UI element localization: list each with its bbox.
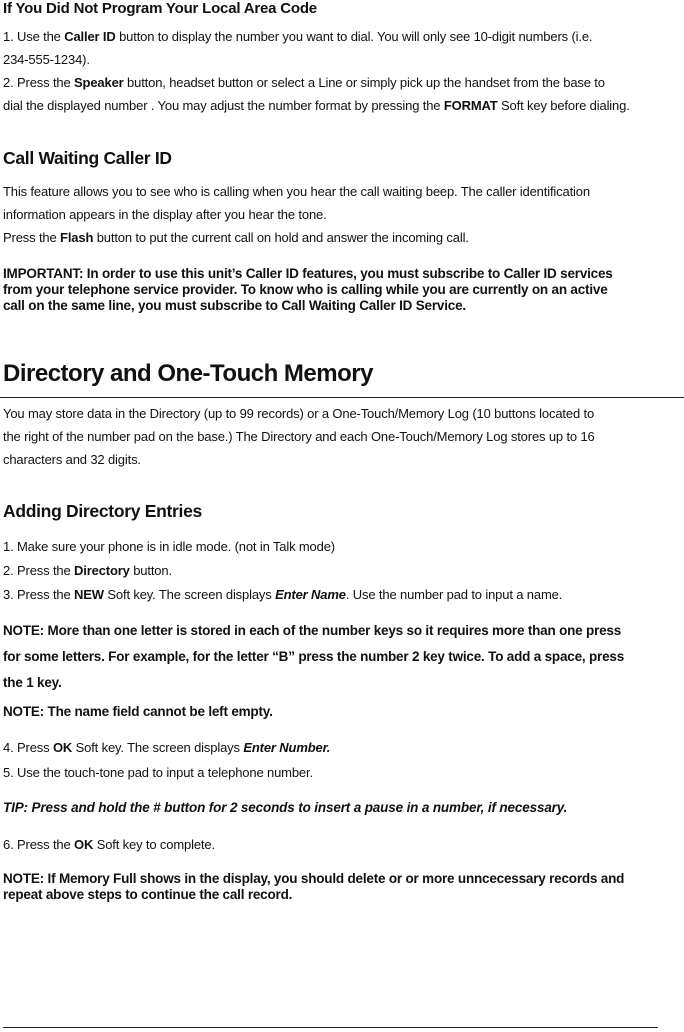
caller-id-label: Caller ID: [64, 29, 116, 44]
ok-label-2: OK: [74, 837, 94, 852]
dir-step-4-text: 4. Press: [3, 740, 53, 755]
call-waiting-line-3-text: Press the: [3, 230, 61, 245]
dir-step-4-text-mid: Soft key. The screen displays: [72, 740, 244, 755]
important-line-1: IMPORTANT: In order to use this unit’s Caller ID features, you must subscribe to Caller ID services: [3, 266, 613, 281]
dir-step-6-block: [3, 833, 682, 856]
call-waiting-line-2: information appears in the display after you hear the tone.: [3, 207, 327, 222]
footer-divider: [3, 1027, 658, 1028]
speaker-label: Speaker: [74, 75, 124, 90]
section-heading-local-area-code: If You Did Not Program Your Local Area Code: [3, 0, 317, 17]
directory-intro: [3, 402, 682, 471]
page-title: Directory and One-Touch Memory: [3, 360, 373, 387]
step-2-cont-text: dial the displayed number . You may adjust the number format by pressing the: [3, 98, 444, 113]
tip: [3, 796, 682, 819]
dir-step-3-text-mid: Soft key. The screen displays: [103, 587, 276, 602]
dir-step-3: [3, 583, 682, 606]
dir-step-5: 5. Use the touch-tone pad to input a telephone number.: [3, 765, 313, 780]
step-2-text-end: button, headset button or select a Line or simply pick up the handset from the base to: [123, 75, 605, 90]
important-line-2: from your telephone service provider. To know who is calling while you are currently on an active: [3, 282, 608, 297]
call-waiting-line-3-text-end: button to put the current call on hold and answer the incoming call.: [93, 230, 469, 245]
note-1-line-1: NOTE: More than one letter is stored in each of the number keys so it requires more than one press: [3, 623, 622, 638]
step-1-cont: 234-555-1234).: [3, 52, 90, 67]
tip-line: TIP: Press and hold the # button for 2 seconds to insert a pause in a number, if necessary.: [3, 800, 568, 815]
note-1-line-3: the 1 key.: [3, 675, 62, 690]
note-1: [3, 618, 682, 696]
directory-label: Directory: [74, 563, 130, 578]
dir-step-6-text: 6. Press the: [3, 837, 75, 852]
ok-label: OK: [52, 740, 73, 755]
step-2-cont-text-end: Soft key before dialing.: [497, 98, 630, 113]
important-notice: [3, 266, 682, 314]
call-waiting-line-1: This feature allows you to see who is calling when you hear the call waiting beep. The caller identification: [3, 184, 590, 199]
title-divider: [0, 397, 684, 398]
directory-intro-line-2: the right of the number pad on the base.) The Directory and each One-Touch/Memory Log stores up to 16: [3, 429, 595, 444]
adding-entries-steps: [3, 535, 682, 606]
note-3-line-1: NOTE: If Memory Full shows in the display, you should delete or or more unncecessary records and: [3, 871, 625, 886]
note-2-line: NOTE: The name field cannot be left empty.: [3, 704, 273, 719]
flash-label: Flash: [60, 230, 94, 245]
enter-name-label: Enter Name: [275, 587, 346, 602]
important-line-3: call on the same line, you must subscribe to Call Waiting Caller ID Service.: [3, 298, 466, 313]
note-1-line-2: for some letters. For example, for the letter “B” press the number 2 key twice. To add a space, press: [3, 649, 625, 664]
enter-number-label: Enter Number.: [243, 740, 331, 755]
step-2: [3, 71, 682, 94]
local-area-code-steps: [3, 25, 682, 117]
dir-step-4: [3, 734, 682, 762]
step-1: [3, 25, 682, 48]
dir-step-2-text: 2. Press the: [3, 563, 75, 578]
directory-intro-line-3: characters and 32 digits.: [3, 452, 141, 467]
dir-step-3-text-end: . Use the number pad to input a name.: [345, 587, 563, 602]
dir-step-1: 1. Make sure your phone is in idle mode. (not in Talk mode): [3, 539, 335, 554]
adding-entries-steps-2: [3, 734, 682, 784]
call-waiting-body: [3, 180, 682, 249]
new-label: NEW: [74, 587, 104, 602]
note-3-line-2: repeat above steps to continue the call record.: [3, 887, 293, 902]
step-2-text: 2. Press the: [3, 75, 75, 90]
call-waiting-section: [3, 147, 682, 170]
directory-intro-line-1: You may store data in the Directory (up to 99 records) or a One-Touch/Memory Log (10 buttons located to: [3, 406, 595, 421]
directory-title-block: [3, 359, 682, 389]
step-2-cont: [3, 94, 682, 117]
dir-step-2-text-end: button.: [129, 563, 172, 578]
format-label: FORMAT: [443, 98, 498, 113]
section-heading-adding-entries: Adding Directory Entries: [3, 501, 202, 521]
dir-step-6: [3, 833, 682, 856]
call-waiting-line-3: [3, 226, 682, 249]
adding-entries-heading-block: [3, 500, 682, 523]
dir-step-6-text-end: Soft key to complete.: [93, 837, 215, 852]
dir-step-2: [3, 559, 682, 582]
note-2: [3, 700, 682, 723]
note-3: [3, 871, 682, 903]
dir-step-3-text: 3. Press the: [3, 587, 75, 602]
step-1-text: 1. Use the: [3, 29, 65, 44]
section-heading-call-waiting: Call Waiting Caller ID: [3, 148, 172, 168]
local-area-code-section: [3, 0, 682, 20]
step-1-text-end: button to display the number you want to dial. You will only see 10-digit numbers (i.e.: [115, 29, 593, 44]
